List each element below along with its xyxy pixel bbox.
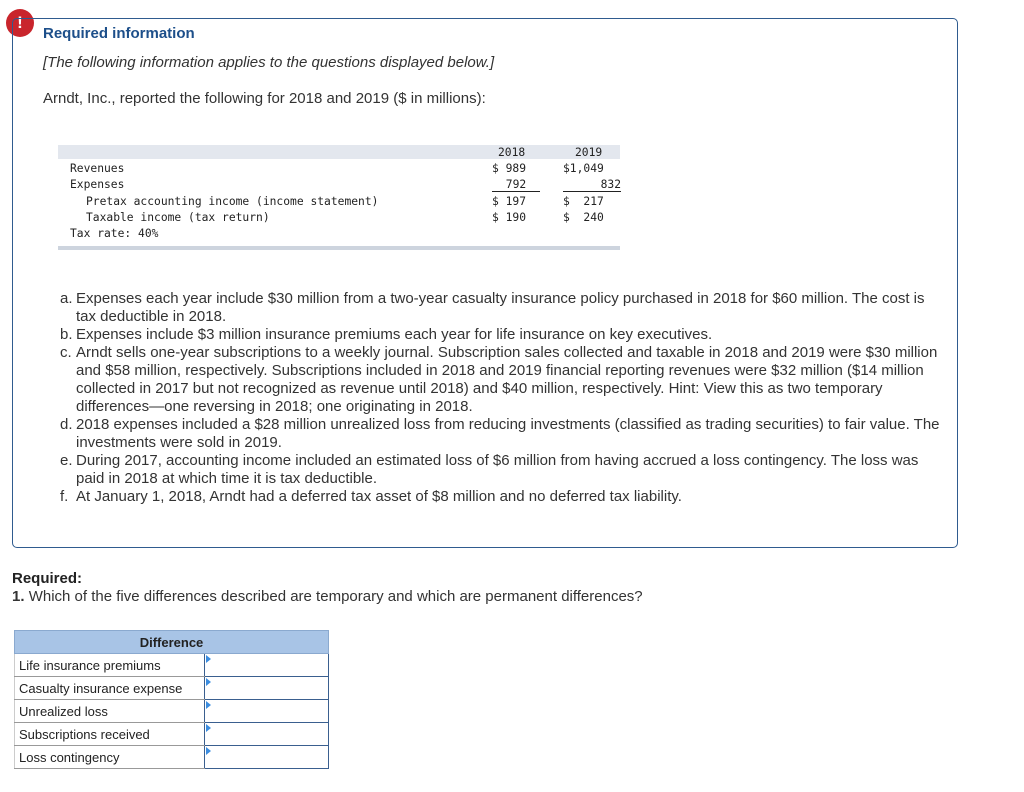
difference-type-select[interactable] [205,700,329,723]
dropdown-indicator-icon [206,747,211,755]
pretax-income-2019: $ 217 [563,195,604,208]
expenses-2018: 792 [492,178,540,192]
taxable-income-2018: $ 190 [492,211,527,224]
item-label: a. [60,290,73,307]
dropdown-indicator-icon [206,701,211,709]
taxable-income-2019: $ 240 [563,211,604,224]
difference-header: Difference [15,631,329,654]
table-row [15,654,329,677]
difference-type-select[interactable] [205,723,329,746]
item-text: 2018 expenses included a $28 million unrealized loss from reducing investments (classified as trading securities) to fair value. The investments were sold in 2019. [76,416,940,451]
item-d [60,416,940,452]
item-label: b. [60,326,73,343]
expenses-label: Expenses [70,178,125,191]
dropdown-indicator-icon [206,655,211,663]
required-question [12,588,643,605]
difference-table [14,630,329,769]
question-number: 1. [12,588,25,605]
difference-type-select[interactable] [205,677,329,700]
table-row [15,700,329,723]
item-text: During 2017, accounting income included an estimated loss of $6 million from having accrued a loss contingency. The loss was paid in 2018 at which time it is tax deductible. [76,452,919,487]
item-label: e. [60,452,73,469]
difference-type-select[interactable] [205,746,329,769]
question-text: Which of the five differences described are temporary and which are permanent differences? [28,588,643,605]
pretax-income-2018: $ 197 [492,195,527,208]
item-f [60,488,940,506]
year-2019-header: 2019 [575,146,603,159]
alert-icon: ! [6,9,34,37]
info-note: [The following information applies to the questions displayed below.] [43,54,495,71]
item-text: At January 1, 2018, Arndt had a deferred tax asset of $8 million and no deferred tax liability. [76,488,682,505]
financial-table-header-bar [58,145,620,159]
pretax-income-label: Pretax accounting income (income statement) [86,195,379,208]
item-text: Expenses include $3 million insurance premiums each year for life insurance on key executives. [76,326,713,343]
item-a [60,290,940,326]
difference-name: Loss contingency [15,746,205,769]
difference-name: Subscriptions received [15,723,205,746]
info-title: Required information [43,25,195,42]
item-label: f. [60,488,69,505]
item-b [60,326,940,344]
table-row [15,677,329,700]
difference-type-select[interactable] [205,654,329,677]
info-intro: Arndt, Inc., reported the following for 2018 and 2019 ($ in millions): [43,90,486,107]
table-row [15,723,329,746]
year-2018-header: 2018 [498,146,526,159]
financial-table-bottom-bar [58,246,620,250]
item-text: Arndt sells one-year subscriptions to a weekly journal. Subscription sales collected and taxable in 2018 and 2019 were $30 million and $58 million, respectively. Subscriptions included in 2018 and 2019 financial reporting revenues were $32 million ($14 million collected in 2017 but not recognized as revenue until 2018) and $40 million, respectively. Hint: View this as two temporary differences—one reversing in 2018; one originating in 2018. [76,344,938,415]
item-label: d. [60,416,73,433]
difference-name: Life insurance premiums [15,654,205,677]
item-text: Expenses each year include $30 million from a two-year casualty insurance policy purchased in 2018 for $60 million. The cost is tax deductible in 2018. [76,290,925,325]
difference-table-header-row [15,631,329,654]
revenues-2019: $1,049 [563,162,604,175]
required-heading: Required: [12,570,83,587]
dropdown-indicator-icon [206,724,211,732]
revenues-label: Revenues [70,162,125,175]
revenues-2018: $ 989 [492,162,527,175]
difference-name: Unrealized loss [15,700,205,723]
table-row [15,746,329,769]
item-c [60,344,940,416]
expenses-2019: 832 [563,178,621,192]
item-e [60,452,940,488]
difference-name: Casualty insurance expense [15,677,205,700]
taxable-income-label: Taxable income (tax return) [86,211,270,224]
dropdown-indicator-icon [206,678,211,686]
item-label: c. [60,344,72,361]
information-items [60,290,940,506]
tax-rate: Tax rate: 40% [70,227,159,240]
